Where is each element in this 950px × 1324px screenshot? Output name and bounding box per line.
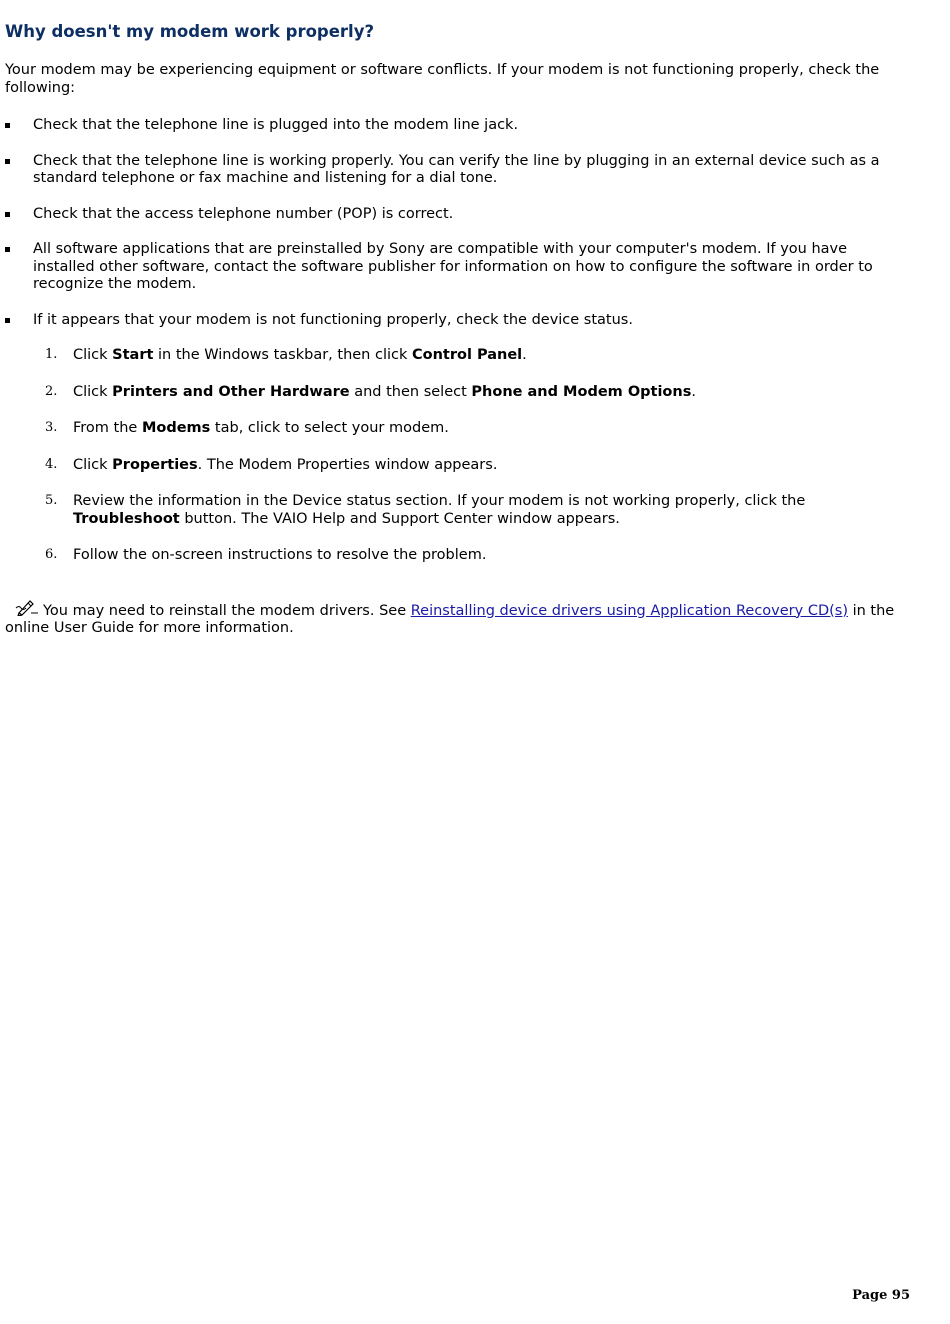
step-text-segment: Click <box>73 456 113 473</box>
step-text-segment: Review the information in the Device status section. If your modem is not working properly, click the <box>73 493 806 509</box>
step-text-segment: button. The VAIO Help and Support Center window appears. <box>179 510 620 527</box>
checklist <box>5 117 910 329</box>
step-text-segment: Click <box>73 383 113 400</box>
step-item <box>45 547 910 565</box>
checklist-item <box>5 241 910 294</box>
step-text-segment: tab, click to select your modem. <box>210 420 449 436</box>
note-text-before: You may need to reinstall the modem drivers. See <box>43 602 411 619</box>
step-number: 2. <box>45 383 58 399</box>
ui-term: Printers and Other Hardware <box>112 383 350 400</box>
ui-term: Modems <box>141 420 211 436</box>
intro-paragraph: Your modem may be experiencing equipment or software conflicts. If your modem is not functioning properly, check the following: <box>5 62 880 96</box>
checklist-item-text: If it appears that your modem is not functioning properly, check the device status. <box>33 311 633 328</box>
step-item <box>45 420 910 438</box>
step-text <box>73 547 486 563</box>
checklist-item <box>5 206 910 224</box>
ui-term: Phone and Modem Options <box>471 383 692 400</box>
checklist-item-text: Check that the telephone line is plugged into the modem line jack. <box>33 117 519 133</box>
checklist-item <box>5 312 910 330</box>
step-text-segment: Click <box>73 347 113 363</box>
step-text-segment: . <box>691 383 696 400</box>
step-item <box>45 457 910 475</box>
bullet-marker <box>5 247 10 252</box>
page-number: Page 95 <box>852 1288 910 1303</box>
note-text-after: in the online User Guide for more information. <box>5 602 895 636</box>
page-title: Why doesn't my modem work properly? <box>5 22 375 41</box>
step-text-segment: . The Modem Properties window appears. <box>197 456 498 473</box>
step-text <box>73 347 527 363</box>
checklist-item-text: All software applications that are preinstalled by Sony are compatible with your computer's modem. If you have installed other software, contact the software publisher for information on how to configure the software in order to recognize the modem. <box>33 241 873 292</box>
bullet-marker <box>5 123 10 128</box>
checklist-item <box>5 153 910 188</box>
step-text-segment: From the <box>73 420 142 436</box>
ui-term: Control Panel <box>412 347 523 363</box>
step-number: 3. <box>45 420 58 435</box>
step-text-segment: in the Windows taskbar, then click <box>153 347 412 363</box>
checklist-item-text: Check that the telephone line is working properly. You can verify the line by plugging in an external device such as a standard telephone or fax machine and listening for a dial tone. <box>33 152 880 186</box>
bullet-marker <box>5 212 10 217</box>
reinstalling-drivers-link[interactable]: Reinstalling device drivers using Application Recovery CD(s) <box>410 602 848 619</box>
ui-term: Troubleshoot <box>73 510 180 527</box>
step-number: 6. <box>45 547 58 562</box>
step-text <box>73 420 449 436</box>
bullet-marker <box>5 159 10 164</box>
step-number: 1. <box>45 347 58 362</box>
document-page <box>5 22 910 638</box>
step-text <box>73 493 805 527</box>
ui-term: Properties <box>112 456 198 473</box>
step-text-segment: and then select <box>349 383 472 400</box>
checklist-item <box>5 117 910 135</box>
step-item <box>45 493 910 528</box>
checklist-item-text: Check that the access telephone number (POP) is correct. <box>33 205 454 222</box>
ui-term: Start <box>112 347 154 363</box>
step-text-segment: . <box>522 347 527 363</box>
step-item <box>45 347 910 365</box>
pencil-note-icon <box>15 598 39 616</box>
steps-list <box>45 347 910 565</box>
step-text <box>73 457 497 473</box>
step-number: 4. <box>45 456 58 472</box>
step-item <box>45 384 910 402</box>
step-number: 5. <box>45 493 58 508</box>
step-text <box>73 384 696 400</box>
bullet-marker <box>5 318 10 323</box>
note-paragraph <box>5 598 910 638</box>
step-text-segment: Follow the on-screen instructions to resolve the problem. <box>73 547 487 563</box>
